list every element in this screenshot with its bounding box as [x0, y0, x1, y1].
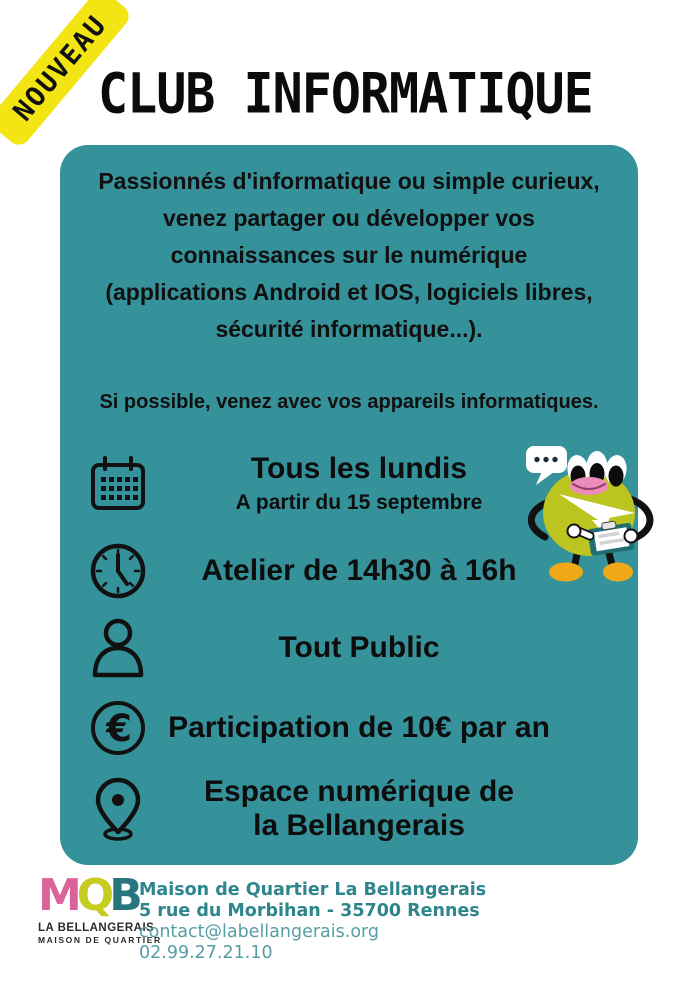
contact-block: [139, 874, 486, 964]
time-title: Atelier de 14h30 à 16h: [201, 554, 517, 587]
bring-devices-note: Si possible, venez avec vos appareils informatiques.: [99, 391, 599, 413]
org-name: Maison de Quartier La Bellangerais: [139, 880, 487, 900]
audience-title: Tout Public: [278, 631, 440, 664]
intro-line: (applications Android et IOS, logiciels libres,: [105, 279, 593, 305]
org-email: contact@labellangerais.org: [139, 922, 380, 942]
intro-line: sécurité informatique...).: [215, 316, 483, 342]
intro-line: Passionnés d'informatique ou simple curieux,: [98, 168, 600, 194]
location-pin-icon: [86, 776, 150, 842]
person-icon: [86, 617, 150, 679]
location-row: [60, 775, 638, 843]
logo-letter-q: Q: [76, 870, 110, 921]
schedule-title: Tous les lundis: [250, 452, 468, 485]
mascot-illustration: [512, 441, 672, 591]
mqb-logo: [38, 870, 162, 964]
footer: [38, 870, 487, 964]
schedule-subtitle: A partir du 15 septembre: [235, 491, 483, 514]
logo-letter-b: B: [109, 870, 138, 921]
clock-icon: [86, 541, 150, 601]
logo-letter-m: M: [38, 870, 77, 921]
price-title: Participation de 10€ par an: [168, 711, 550, 744]
svg-text:€: €: [106, 707, 132, 750]
org-address: 5 rue du Morbihan - 35700 Rennes: [139, 901, 480, 921]
intro-line: connaissances sur le numérique: [170, 242, 528, 268]
org-phone: 02.99.27.21.10: [139, 943, 273, 963]
location-title: Espace numérique de la Bellangerais: [203, 775, 515, 842]
price-row: [60, 699, 638, 757]
intro-line: venez partager ou développer vos: [163, 205, 535, 231]
logo-org-name: LA BELLANGERAIS: [38, 922, 155, 934]
logo-org-type: MAISON DE QUARTIER: [38, 935, 162, 945]
intro-paragraph: [60, 163, 638, 348]
nouveau-label: NOUVEAU: [7, 9, 113, 127]
euro-icon: [86, 699, 150, 757]
page-title: CLUB INFORMATIQUE: [98, 62, 593, 126]
calendar-icon: [86, 456, 150, 512]
audience-row: [60, 617, 638, 679]
